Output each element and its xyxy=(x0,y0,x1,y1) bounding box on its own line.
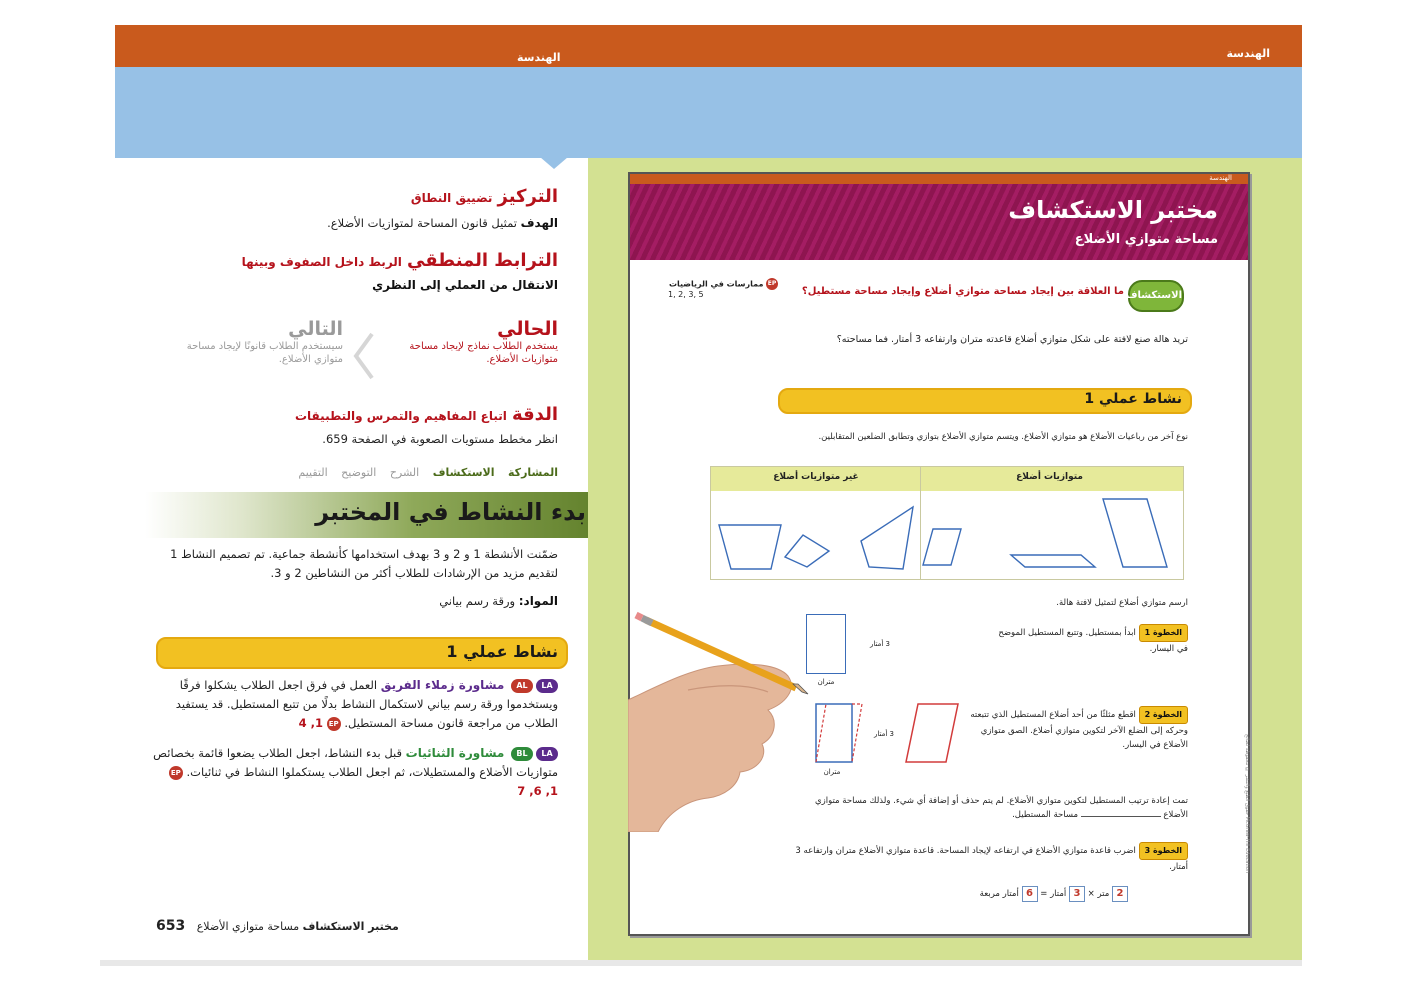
page-number: 653 xyxy=(156,918,186,934)
step2-label: الخطوة 2 xyxy=(1139,706,1188,724)
ep-icon: EP xyxy=(327,717,341,731)
phase-engage[interactable]: المشاركة xyxy=(508,466,558,479)
focus-title: التركيز xyxy=(497,186,558,207)
teacher-activity-bar xyxy=(156,637,568,669)
phase-explore[interactable]: الاستكشاف xyxy=(432,466,495,479)
rigor-text: انظر مخطط مستويات الصعوبة في الصفحة 659. xyxy=(322,432,558,446)
equation-area-unit: أمتار مربعة xyxy=(979,889,1019,899)
equation-area-box: 6 xyxy=(1022,886,1038,902)
step2-parallelogram xyxy=(906,704,958,762)
tip1-title: مشاورة زملاء الفريق xyxy=(380,678,505,692)
top-band xyxy=(115,25,1302,67)
table-col-non-parallelograms: غير متوازيات أضلاع xyxy=(773,472,859,482)
student-activity-bar xyxy=(778,388,1192,414)
pencil-eraser xyxy=(636,615,642,618)
practices-label: ممارسات في الرياضيات xyxy=(668,279,764,289)
student-subtitle: مساحة متوازي الأضلاع xyxy=(1074,232,1218,247)
next-block xyxy=(163,318,343,366)
bottom-strip xyxy=(100,960,1302,966)
student-header-label: الهندسة xyxy=(1209,174,1232,182)
equation-equals: = xyxy=(1040,889,1048,899)
trapezoid-shape xyxy=(719,525,781,569)
inquiry-badge: الاستكشاف xyxy=(1128,280,1184,312)
step3-label: الخطوة 3 xyxy=(1139,842,1188,860)
rigor-title: الدقة xyxy=(511,404,558,425)
quadrilateral-table xyxy=(710,466,1184,580)
tip2-text: قبل بدء النشاط، اجعل الطلاب يضعوا قائمة بخصائص متوازيات الأضلاع والمستطيلات، ثم اجعل الطلاب يستكملوا النشاط في ثنائيات. xyxy=(153,746,558,779)
next-title: التالي xyxy=(288,318,343,340)
blue-band xyxy=(115,67,1302,158)
step3-text: اضرب قاعدة متوازي الأضلاع في ارتفاعه لإيجاد المساحة. قاعدة متوازي الأضلاع متران وارتفاعه 3 أمتار. xyxy=(795,846,1188,872)
step3 xyxy=(788,842,1188,874)
student-header-strip xyxy=(630,174,1248,184)
problem-text: تريد هالة صنع لافتة على شكل متوازي أضلاع قاعدته متران وارتفاعه 3 أمتار. فما مساحته؟ xyxy=(836,334,1188,345)
top-band-left-label: الهندسة xyxy=(517,51,561,64)
tag-la: LA xyxy=(536,747,558,761)
tip-teammates xyxy=(153,676,558,733)
next-text: سيستخدم الطلاب قانونًا لإيجاد مساحة متوازي الأضلاع. xyxy=(186,341,343,365)
chevron-left-icon xyxy=(352,332,376,380)
tag-al: AL xyxy=(511,679,533,693)
tip1-text: العمل في فرق اجعل الطلاب يشكلوا فرقًا ويستخدموا ورقة رسم بياني لاستكمال النشاط بدلًا من تتبع المستطيل. قد يستفيد الطلاب من مراجعة قانون مساحة المستطيل. xyxy=(175,678,558,730)
student-activity-title: نشاط عملي 1 xyxy=(1084,391,1182,407)
intro-text: ضمّنت الأنشطة 1 و 2 و 3 بهدف استخدامها كأنشطة جماعية. تم تصميم النشاط 1 لتقديم مزيد من الإرشادات للطلاب أكثر من النشاطين 2 و 3. xyxy=(170,547,558,580)
inquiry-question: ما العلاقة بين إيجاد مساحة متوازي أضلاع وإيجاد مساحة مستطيل؟ xyxy=(801,286,1124,297)
irregular-quad-shape xyxy=(861,507,913,569)
ep-icon: EP xyxy=(169,766,183,780)
parallelogram-flat-shape xyxy=(1011,555,1095,567)
step1-height: 3 أمتار xyxy=(869,640,890,648)
step2-base: متران xyxy=(823,768,841,776)
copyright-side-text: حقوق الطبع والنشر © محفوظة لصالح McGraw-Hill Education xyxy=(1244,734,1250,874)
tag-bl: BL xyxy=(511,747,533,761)
hand-shape xyxy=(628,664,791,832)
now-title: الحالي xyxy=(497,318,558,340)
phase-evaluate[interactable]: التقييم xyxy=(298,466,328,479)
table-col-parallelograms: متوازيات أضلاع xyxy=(1016,472,1083,482)
tip-pairs xyxy=(153,744,558,801)
student-header xyxy=(630,174,1248,260)
materials-value: ورقة رسم بياني xyxy=(439,594,516,608)
coherence-heading xyxy=(138,250,558,271)
rigor-heading xyxy=(138,404,558,425)
pencil-ferrule xyxy=(642,618,652,623)
focus-subtitle: تضييق النطاق xyxy=(410,191,493,205)
step1-text: ابدأ بمستطيل. وتتبع المستطيل الموضح في اليسار. xyxy=(998,628,1188,654)
step1-base: متران xyxy=(817,678,835,686)
focus-heading xyxy=(138,186,558,207)
rearrange-end: مساحة المستطيل. xyxy=(1012,810,1079,820)
footer-title: مختبر الاستكشاف xyxy=(302,920,399,933)
now-text: يستخدم الطلاب نماذج لإيجاد مساحة متوازيات الأضلاع. xyxy=(409,341,558,365)
activity-text: نوع آخر من رباعيات الأضلاع هو متوازي الأضلاع. ويتسم متوازي الأضلاع بتوازي وتطابق الضلعين المتقابلين. xyxy=(818,432,1188,442)
top-band-right-label: الهندسة xyxy=(1226,47,1270,60)
ep-icon: EP xyxy=(766,278,778,290)
rearrange-blank[interactable] xyxy=(1081,816,1161,817)
tip2-refs: 1, 6, 7 xyxy=(517,784,558,798)
teacher-footer xyxy=(156,918,416,934)
section-banner xyxy=(145,492,630,538)
equation-height-box: 3 xyxy=(1069,886,1085,902)
rearrange-text xyxy=(808,794,1188,822)
area-equation xyxy=(828,886,1128,902)
tip2-title: مشاورة الثنائيات xyxy=(405,746,505,760)
blue-band-notch xyxy=(540,157,568,169)
practices-refs: 1, 2, 3, 5 xyxy=(668,290,704,299)
coherence-subtitle: الربط داخل الصفوف وبينها xyxy=(241,255,402,269)
equation-height-unit: أمتار xyxy=(1050,889,1067,899)
goal-label: الهدف xyxy=(520,216,558,230)
materials xyxy=(158,592,558,611)
phase-elaborate[interactable]: التوضيح xyxy=(341,466,377,479)
step2-text: اقطع مثلثًا من أحد أضلاع المستطيل الذي تتبعته وحركه إلى الضلع الآخر لتكوين متوازي أضلاع. الصق متوازي الأضلاع في اليسار. xyxy=(970,710,1188,750)
practices xyxy=(668,278,778,299)
kite-shape xyxy=(785,535,829,567)
teacher-activity-title: نشاط عملي 1 xyxy=(446,642,558,661)
goal-text: تمثيل قانون المساحة لمتوازيات الأضلاع. xyxy=(327,216,517,230)
draw-text: ارسم متوازي أضلاع لتمثيل لافتة هالة. xyxy=(1056,598,1188,608)
step2 xyxy=(968,706,1188,752)
equation-times: × xyxy=(1087,889,1095,899)
focus-goal xyxy=(138,214,558,233)
tip1-refs: 1, 4 xyxy=(298,716,324,730)
coherence-line: الانتقال من العملي إلى النظري xyxy=(372,278,558,292)
footer-subtitle: مساحة متوازي الأضلاع xyxy=(196,920,300,933)
parallelogram-small-shape xyxy=(923,529,961,565)
shapes-drawing xyxy=(711,491,1183,579)
tag-la: LA xyxy=(536,679,558,693)
rigor-subtitle: اتباع المفاهيم والتمرس والتطبيقات xyxy=(294,409,507,423)
equation-base-box: 2 xyxy=(1112,886,1128,902)
phase-explain[interactable]: الشرح xyxy=(389,466,420,479)
student-title: مختبر الاستكشاف xyxy=(1008,196,1218,224)
step1 xyxy=(988,624,1188,656)
now-block xyxy=(383,318,558,366)
hand-pencil-illustration xyxy=(628,600,838,832)
section-title: بدء النشاط في المختبر xyxy=(315,498,586,526)
materials-label: المواد: xyxy=(518,594,558,608)
coherence-title: الترابط المنطقي xyxy=(407,250,558,271)
rearrange-sentence: تمت إعادة ترتيب المستطيل لتكوين متوازي الأضلاع. لم يتم حذف أو إضافة أي شيء. ولذلك مساحة متوازي الأضلاع xyxy=(814,796,1188,820)
phase-nav xyxy=(138,466,558,479)
parallelogram-tall-shape xyxy=(1103,499,1167,567)
step1-label: الخطوة 1 xyxy=(1139,624,1188,642)
step2-height: 3 أمتار xyxy=(873,730,894,738)
equation-base-unit: متر xyxy=(1097,889,1110,899)
